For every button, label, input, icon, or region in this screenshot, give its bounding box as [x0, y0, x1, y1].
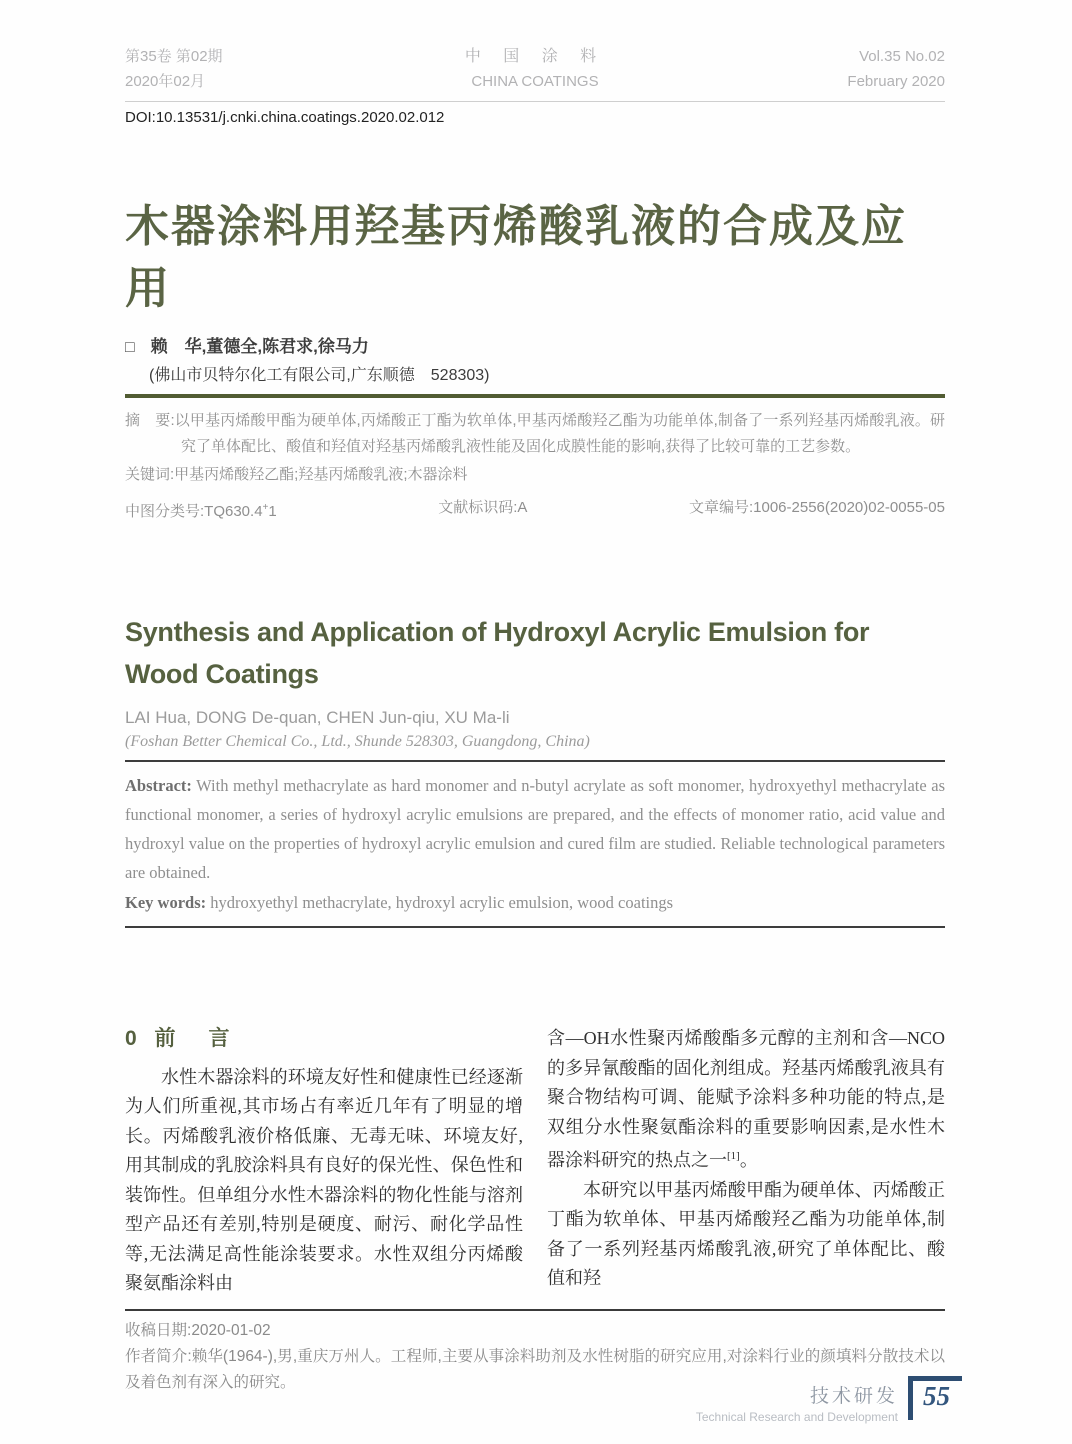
header-vol-block [847, 44, 945, 94]
abstract-top-rule [125, 760, 945, 762]
author-bio: 作者简介:赖华(1964-),男,重庆万州人。工程师,主要从事涂料助剂及水性树脂的研究应用,对涂料行业的颜填料分散技术以及着色剂有深入的研究。 [125, 1347, 945, 1391]
body-columns [125, 1024, 945, 1299]
affiliation-zh: (佛山市贝特尔化工有限公司,广东顺德 528303) [149, 367, 490, 384]
received-label: 收稿日期: [125, 1321, 192, 1339]
abstract-zh-label: 摘 要: [125, 412, 175, 429]
authors-zh: 赖 华,董德全,陈君求,徐马力 [150, 337, 369, 356]
keywords-zh-label: 关键词: [125, 466, 175, 483]
clc-number [125, 495, 277, 525]
authors-zh-row [125, 332, 945, 357]
article-title-zh: 木器涂料用羟基丙烯酸乳液的合成及应用 [125, 202, 907, 313]
clc-label: 中图分类号:TQ630.4 [125, 503, 263, 520]
footer-category-block [696, 1376, 898, 1424]
title-divider-rule [125, 394, 945, 398]
intro-paragraph: 水性木器涂料的环境友好性和健康性已经逐渐为人们所重视,其市场占有率近几年有了明显的增长。丙烯酸乳液价格低廉、无毒无味、环境友好,用其制成的乳胶涂料具有良好的保光性、保色性和装饰性。但单组分水性木器涂料的物化性能与溶剂型产品还有差别,特别是硬度、耐污、耐化学品性等,无法满足高性能涂装要求。水性双组分丙烯酸聚氨酯涂料由 [125, 1066, 523, 1293]
keywords-en-text: hydroxyethyl methacrylate, hydroxyl acrylic emulsion, wood coatings [206, 893, 674, 912]
meta-zh-block [125, 408, 945, 525]
category-zh: 技术研发 [809, 1386, 898, 1407]
journal-name-zh: 中 国 涂 料 [464, 48, 606, 65]
received-date: 2020-01-02 [191, 1321, 271, 1339]
keywords-en [125, 888, 945, 917]
affiliation-en: (Foshan Better Chemical Co., Ltd., Shunde 528303, Guangdong, China) [125, 733, 590, 750]
journal-name-en: CHINA COATINGS [471, 73, 599, 90]
category-en: Technical Research and Development [695, 1410, 898, 1424]
header-journal-block [465, 44, 605, 94]
document-code: 文献标识码:A [438, 499, 528, 516]
clc-superscript: + [262, 502, 269, 513]
keywords-zh-text: 甲基丙烯酸羟乙酯;羟基丙烯酸乳液;木器涂料 [174, 466, 468, 483]
intro-paragraph-continued [547, 1024, 945, 1176]
issue-date-zh: 2020年02月 [125, 73, 206, 90]
intro-continued-text: 含—OH水性聚丙烯酸酯多元醇的主剂和含—NCO的多异氰酸酯的固化剂组成。羟基丙烯酸乳液具有聚合物结构可调、能赋予涂料多种功能的特点,是双组分水性聚氨酯涂料的重要影响因素,是水性木器涂料研究的热点之一 [547, 1028, 945, 1170]
author-marker-icon: □ [125, 339, 135, 356]
keywords-en-label: Key words: [125, 893, 207, 912]
abstract-bottom-rule [125, 926, 945, 928]
received-date-line [125, 1318, 945, 1344]
doi-line: DOI:10.13531/j.cnki.china.coatings.2020.02.012 [125, 109, 445, 126]
abstract-en-label: Abstract: [125, 776, 192, 795]
article-number: 文章编号:1006-2556(2020)02-0055-05 [688, 499, 945, 516]
page-number: 55 [923, 1381, 950, 1411]
abstract-en-text: With methyl methacrylate as hard monomer and n-butyl acrylate as soft monomer, hydroxyethyl methacrylate as functional monomer, a series of hydroxyl acrylic emulsions are prepared, and the effects of monomer ratio, acid value and hydroxyl value on the properties of hydroxyl acrylic emulsion and cured film are studied. Reliable technological parameters are obtained. [125, 776, 945, 882]
header-issue-block [125, 44, 223, 94]
section-0-heading: 0 前 言 [125, 1027, 236, 1050]
keywords-zh [125, 462, 945, 488]
page-footer [696, 1376, 962, 1424]
clc-tail: 1 [268, 503, 277, 520]
intro-continued-end: 。 [739, 1150, 758, 1170]
journal-header [125, 44, 945, 102]
body-left-column [125, 1024, 523, 1299]
page-number-box [908, 1376, 962, 1420]
article-title-en: Synthesis and Application of Hydroxyl Acrylic Emulsion for Wood Coatings [125, 617, 870, 689]
abstract-en-block [125, 771, 945, 917]
issue-date-en: February 2020 [847, 73, 945, 90]
authors-en: LAI Hua, DONG De-quan, CHEN Jun-qiu, XU Ma-li [125, 708, 510, 727]
abstract-zh [125, 408, 945, 460]
volume-number-en: Vol.35 No.02 [859, 48, 945, 65]
study-paragraph: 本研究以甲基丙烯酸甲酯为硬单体、丙烯酸正丁酯为软单体、甲基丙烯酸羟乙酯为功能单体,制备了一系列羟基丙烯酸乳液,研究了单体配比、酸值和羟 [547, 1179, 945, 1288]
body-right-column [547, 1024, 945, 1299]
issue-volume-zh: 第35卷 第02期 [125, 48, 223, 65]
abstract-zh-text: 以甲基丙烯酸甲酯为硬单体,丙烯酸正丁酯为软单体,甲基丙烯酸羟乙酯为功能单体,制备了一系列羟基丙烯酸乳液。研究了单体配比、酸值和羟值对羟基丙烯酸乳液性能及固化成膜性能的影响,获得了比较可靠的工艺参数。 [174, 412, 945, 455]
reference-marker: [1] [727, 1150, 740, 1162]
classification-row [125, 495, 945, 525]
abstract-en [125, 771, 945, 887]
